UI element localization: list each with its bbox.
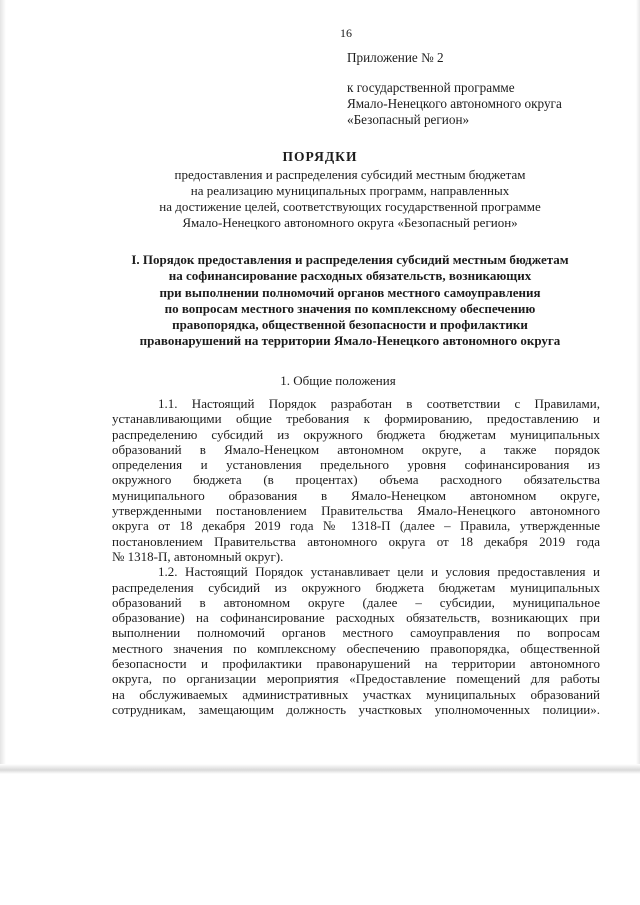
paragraph-2-line: сотрудникам, замещающим должность участковых уполномоченных полиции». <box>112 701 600 717</box>
section-heading-line: по вопросам местного значения по комплексному обеспечению <box>164 300 536 316</box>
paragraph-1-line: постановлением Правительства автономного округа от 18 декабря 2019 года <box>112 533 600 549</box>
paragraph-1-line: определения и установления предельного уровня софинансирования из <box>112 457 600 473</box>
section-heading-line: при выполнении полномочий органов местного самоуправления <box>159 284 541 300</box>
paragraph-1-line: 1.1. Настоящий Порядок разработан в соответствии с Правилами, <box>158 396 600 411</box>
subtitle-line: на достижение целей, соответствующих государственной программе <box>159 199 541 214</box>
paragraph-1-line: № 1318-П, автономный округ). <box>112 548 284 564</box>
page-bottom-shadow <box>0 764 640 774</box>
paragraph-1-line: муниципального образования в Ямало-Ненецком автономном округе, <box>112 487 600 503</box>
document-subtitle <box>0 167 640 231</box>
appendix-line: «Безопасный регион» <box>347 112 470 127</box>
paragraph-2-line: округа, по организации мероприятия «Предоставление помещений для работы <box>112 671 600 687</box>
subtitle-line: на реализацию муниципальных программ, направленных <box>190 183 510 198</box>
paragraph-1-line: образований в Ямало-Ненецком автономном округе, а также порядок <box>112 441 600 457</box>
appendix-block <box>347 50 562 128</box>
appendix-line: к государственной программе <box>347 80 515 95</box>
section-heading-line: на софинансирование расходных обязательств, возникающих <box>168 268 532 284</box>
paragraph-1-line: округа от 18 декабря 2019 года № 1318-П (далее – Правила, утвержденные <box>112 518 600 534</box>
paragraph-2-line: образование) на софинансирование расходных обязательств, возникающих при <box>112 610 600 626</box>
paragraph-2-line: 1.2. Настоящий Порядок устанавливает цели и условия предоставления и <box>158 564 600 580</box>
subsection-title: 1. Общие положения <box>280 373 396 388</box>
document-body <box>112 396 600 717</box>
appendix-line: Ямало-Ненецкого автономного округа <box>347 96 562 111</box>
paragraph-2-line: местного значения по комплексному обеспечению правопорядка, общественной <box>112 640 600 656</box>
subtitle-line: предоставления и распределения субсидий местным бюджетам <box>174 167 526 182</box>
appendix-number: Приложение № 2 <box>347 50 444 65</box>
paragraph-1-line: устанавливающими общие требования к формированию, предоставлению и <box>112 411 600 427</box>
section-heading <box>0 252 640 350</box>
page-number: 16 <box>340 26 352 40</box>
paragraph-1-line: утвержденными постановлением Правительства Ямало-Ненецкого автономного <box>112 503 600 519</box>
paragraph-2-line: распределения субсидий из окружного бюджета бюджетам муниципальных <box>112 579 600 595</box>
paragraph-1-line: окружного бюджета (в процентах) объема расходного обязательства <box>112 472 600 488</box>
paragraph-2-line: безопасности и профилактики правонарушений на территории автономного <box>112 656 600 672</box>
paragraph-2-line: выполнении полномочий органов местного самоуправления по вопросам <box>112 625 600 641</box>
section-heading-line: правонарушений на территории Ямало-Ненецкого автономного округа <box>139 333 561 349</box>
paragraph-2-line: образований в автономном округе (далее – субсидии, муниципальное <box>112 594 600 610</box>
paragraph-1-line: распределению субсидий из окружного бюджета бюджетам муниципальных <box>112 426 600 442</box>
section-heading-line: правопорядка, общественной безопасности и профилактики <box>172 317 528 333</box>
section-heading-line: I. Порядок предоставления и распределения субсидий местным бюджетам <box>131 252 569 267</box>
document-title: ПОРЯДКИ <box>282 149 358 164</box>
subtitle-line: Ямало-Ненецкого автономного округа «Безопасный регион» <box>182 215 518 230</box>
paragraph-2-line: на обслуживаемых административных участках муниципальных образований <box>112 686 600 702</box>
